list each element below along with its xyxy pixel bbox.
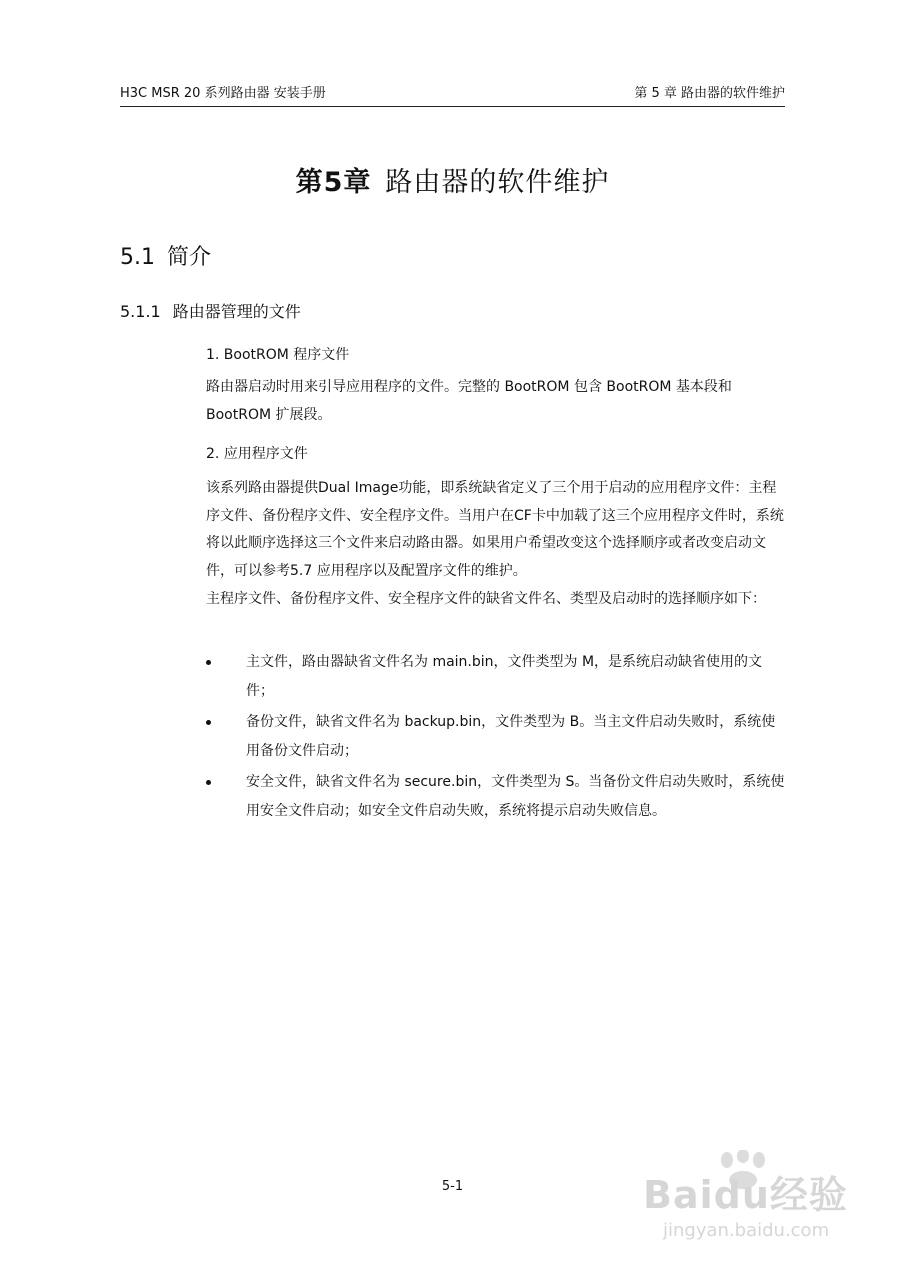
- chapter-label: 第5章: [295, 167, 372, 198]
- chapter-name: 路由器的软件维护: [385, 167, 610, 198]
- paragraph-bootrom: 路由器启动时用来引导应用程序的文件。完整的 BootROM 包含 BootROM 基本段和 BootROM 扩展段。: [206, 379, 732, 423]
- item-heading-bootrom: 1. BootROM 程序文件: [206, 347, 350, 363]
- bullet-icon: [206, 660, 211, 665]
- list-item-text: 备份文件，缺省文件名为 backup.bin，文件类型为 B。当主文件启动失败时，系统使用备份文件启动；: [246, 714, 776, 759]
- paragraph-default-names: 主程序文件、备份程序文件、安全程序文件的缺省文件名、类型及启动时的选择顺序如下：: [206, 591, 766, 607]
- list-item: [206, 768, 786, 826]
- file-list: [206, 648, 786, 826]
- list-item-text: 主文件，路由器缺省文件名为 main.bin，文件类型为 M，是系统启动缺省使用的文件；: [246, 654, 763, 699]
- header-manual-title: H3C MSR 20 系列路由器 安装手册: [120, 86, 326, 101]
- bullet-icon: [206, 720, 211, 725]
- item-heading-application: 2. 应用程序文件: [206, 446, 308, 462]
- list-item: [206, 648, 786, 706]
- subsection-number: 5.1.1: [120, 302, 161, 321]
- header-chapter-title: 第 5 章 路由器的软件维护: [634, 86, 785, 101]
- watermark-url: jingyan.baidu.com: [663, 1220, 830, 1241]
- page-header: [120, 84, 785, 107]
- chapter-title: [0, 163, 905, 203]
- bullet-icon: [206, 780, 211, 785]
- list-item-text: 安全文件，缺省文件名为 secure.bin，文件类型为 S。当备份文件启动失败时，系统使用安全文件启动；如安全文件启动失败，系统将提示启动失败信息。: [246, 774, 785, 819]
- list-item: [206, 708, 786, 766]
- section-number: 5.1: [120, 245, 155, 270]
- section-heading: [120, 242, 211, 274]
- section-title: 简介: [167, 245, 212, 270]
- page-number: 5-1: [441, 1179, 464, 1194]
- paragraph-dual-image: 该系列路由器提供Dual Image功能，即系统缺省定义了三个用于启动的应用程序文件：主程序文件、备份程序文件、安全程序文件。当用户在CF卡中加载了这三个应用程序文件时，系统将以此顺序选择这三个文件来启动路由器。如果用户希望改变这个选择顺序或者改变启动文件，可以参考5.7 应用程序以及配置序文件的维护。: [206, 480, 784, 579]
- subsection-title: 路由器管理的文件: [172, 302, 301, 321]
- baidu-watermark: [643, 1150, 853, 1250]
- watermark-logo: Baidu经验: [643, 1173, 848, 1217]
- subsection-heading: [120, 300, 301, 324]
